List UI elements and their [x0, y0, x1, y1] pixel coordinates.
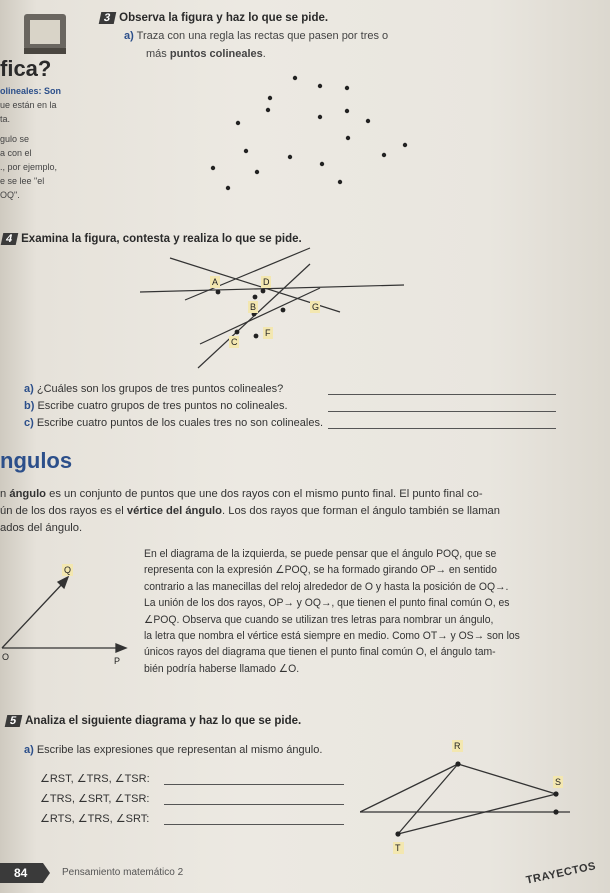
sidebar-line: e se lee "el [0, 176, 45, 186]
dot [226, 186, 230, 190]
line-diag-3 [200, 288, 320, 344]
answer-line-5a-3[interactable] [164, 824, 344, 825]
vertex-r [455, 761, 460, 766]
dot [255, 170, 259, 174]
side-line [360, 764, 458, 812]
point [216, 290, 221, 295]
side-line [398, 794, 556, 834]
point-label: D [263, 277, 270, 287]
exercise-3-title: 3 Observa la figura y haz lo que se pide. [100, 12, 328, 24]
dot [211, 166, 215, 170]
point [261, 289, 266, 294]
angle-definition: n ángulo es un conjunto de puntos que une dos rayos con el mismo punto final. El punto final co- ún de los dos rayos es el vértice del ángulo. Los dos rayos que forman el ángulo también se llaman ados del ángulo. [0, 488, 500, 534]
triangle-rst-diagram [360, 730, 610, 860]
angle-poq-diagram [0, 560, 140, 670]
exercise-number: 3 [99, 12, 117, 24]
dot [345, 109, 349, 113]
dot [236, 121, 240, 125]
dot [382, 153, 386, 157]
page-number: 84 [14, 866, 28, 880]
exercise-5-item-a: a) Escribe las expresiones que representan al mismo ángulo. [24, 744, 323, 756]
question-4b: b) Escribe cuatro grupos de tres puntos no colineales. [24, 400, 288, 412]
point-label: G [312, 302, 320, 312]
section-heading: ngulos [0, 448, 73, 473]
sidebar-line: gulo se [0, 134, 30, 144]
sidebar-line: ue están en la [0, 100, 57, 110]
exercise-5-title: 5 Analiza el siguiente diagrama y haz lo que se pide. [6, 715, 301, 727]
point-label: B [250, 302, 257, 312]
exercise-3-item-a: a) Traza con una regla las rectas que pasen por tres o [124, 30, 389, 42]
exercise-3-item-a-cont: más puntos colineales. [146, 48, 266, 60]
publisher-stamp: TRAYECTOS [525, 860, 598, 887]
sidebar-heading: fica? [0, 56, 52, 81]
question-4a: a) ¿Cuáles son los grupos de tres puntos colineales? [24, 383, 284, 395]
angle-row: ∠TRS, ∠SRT, ∠TSR: [40, 793, 150, 805]
answer-line-4c[interactable] [328, 428, 556, 429]
dot [346, 136, 350, 140]
lines-figure [0, 240, 610, 370]
dot [366, 119, 370, 123]
point-label: A [212, 277, 219, 287]
label-s: S [555, 777, 562, 787]
dot [345, 86, 349, 90]
exercise-number: 4 [1, 233, 19, 245]
vertex-t [395, 831, 400, 836]
angle-row: ∠RST, ∠TRS, ∠TSR: [40, 773, 150, 785]
point [281, 308, 286, 313]
line-diag-1 [185, 248, 310, 300]
point-label: F [265, 328, 271, 338]
point [253, 295, 258, 300]
sidebar-line: ., por ejemplo, [0, 162, 58, 172]
sidebar-line: ta. [0, 114, 11, 124]
sidebar-line: olineales: Son [0, 86, 62, 96]
side-line [398, 764, 458, 834]
dot [244, 149, 248, 153]
sidebar-line: OQ". [0, 190, 20, 200]
ray-oq [2, 582, 64, 648]
point-label: C [231, 337, 238, 347]
dot [293, 76, 297, 80]
book-title: Pensamiento matemático 2 [62, 867, 184, 878]
sidebar-line: a con el [0, 148, 32, 158]
dot [288, 155, 292, 159]
dot-field-figure [0, 0, 610, 230]
label-p: P [114, 656, 121, 666]
dot [268, 96, 272, 100]
side-line [458, 764, 556, 794]
answer-line-4b[interactable] [328, 411, 556, 412]
vertex-s [553, 791, 558, 796]
dot [403, 143, 407, 147]
answer-line-5a-1[interactable] [164, 784, 344, 785]
exercise-number: 5 [5, 715, 23, 727]
point [235, 330, 240, 335]
arrow-p [116, 644, 126, 652]
dot [338, 180, 342, 184]
dot [318, 115, 322, 119]
point [254, 334, 259, 339]
label-r: R [454, 741, 461, 751]
dot [266, 108, 270, 112]
answer-line-5a-2[interactable] [164, 804, 344, 805]
exercise-4-title: 4 Examina la figura, contesta y realiza lo que se pide. [2, 233, 302, 245]
angle-explanation: En el diagrama de la izquierda, se puede pensar que el ángulo POQ, que se representa con la expresión ∠POQ, se ha formado girando OP→ en sentido contrario a las manecillas del reloj alrededor de O y hasta la posición de OQ→. La unión de los dos rayos, OP→ y OQ→, que tienen el punto final común O, es ∠POQ. Observa que cuando se utilizan tres letras para nombrar un ángulo, la letra que nombra el vértice está siempre en medio. Como OT→ y OS→ son los únicos rayos del diagrama que tienen el punto final común O, el ángulo tam- bién podría haberse llamado ∠O. [144, 548, 520, 675]
label-o: O [2, 652, 10, 662]
label-q: Q [64, 565, 72, 575]
label-t: T [395, 843, 401, 853]
vertex-o [553, 809, 558, 814]
angle-row: ∠RTS, ∠TRS, ∠SRT: [40, 813, 150, 825]
dot [318, 84, 322, 88]
question-4c: c) Escribe cuatro puntos de los cuales tres no son colineales. [24, 417, 324, 429]
dot [320, 162, 324, 166]
answer-line-4a[interactable] [328, 394, 556, 395]
